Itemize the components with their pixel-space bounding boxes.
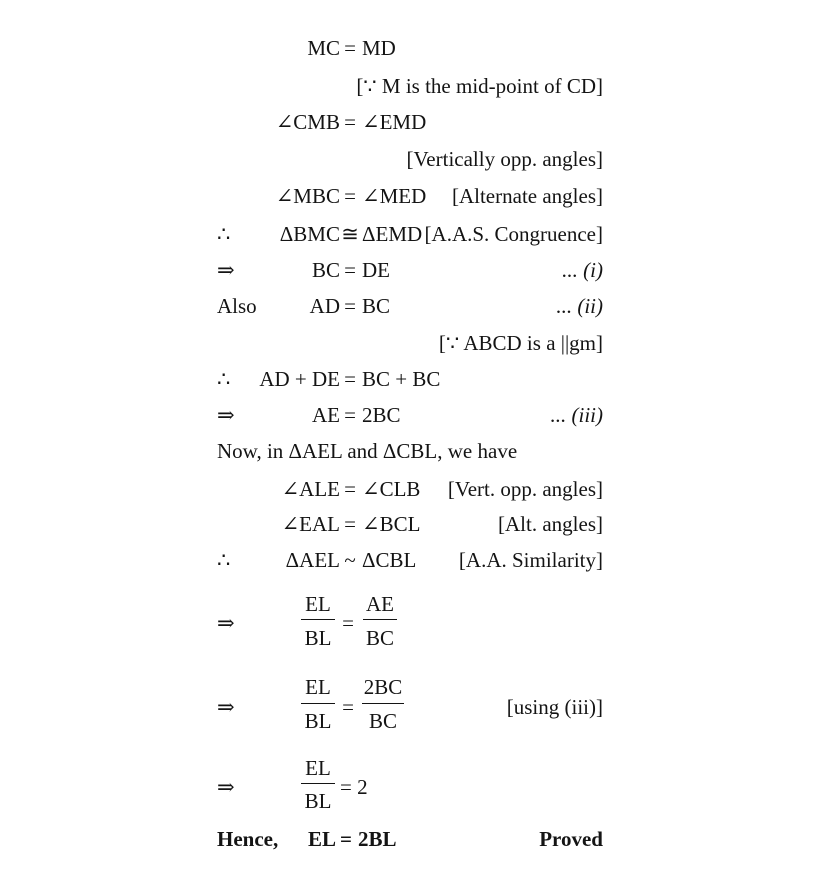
fraction2-denominator-left: BL — [304, 709, 332, 733]
line15-lhs: ΔAEL — [285, 548, 340, 572]
fraction2-numerator-right: 2BC — [363, 675, 403, 699]
fraction-bar — [301, 783, 335, 784]
line13-equals: = — [344, 477, 356, 501]
line11-equals: = — [344, 403, 356, 427]
line3-lhs: ∠CMB — [275, 110, 340, 134]
fraction1-denominator-right: BC — [365, 626, 394, 650]
line14-lhs: ∠EAL — [281, 512, 340, 536]
line5-equals: = — [344, 184, 356, 208]
implies-symbol: ⇒ — [217, 403, 235, 427]
line14-reason: [Alt. angles] — [498, 512, 603, 536]
fraction-bar — [301, 703, 335, 704]
implies-symbol: ⇒ — [217, 258, 235, 282]
fraction3-numerator: EL — [305, 756, 331, 780]
equation-ref-iii: ... (iii) — [550, 403, 603, 427]
fraction1-equals: = — [342, 611, 354, 635]
line8-equals: = — [344, 294, 356, 318]
line1-lhs: MC — [307, 36, 340, 60]
line7-equals: = — [344, 258, 356, 282]
line10-lhs: AD + DE — [259, 367, 340, 391]
equation-ref-i: ... (i) — [562, 258, 603, 282]
final-rhs: 2BL — [358, 827, 397, 851]
fraction1-denominator-left: BL — [304, 626, 332, 650]
final-equals: = — [340, 827, 352, 851]
line5-reason: [Alternate angles] — [451, 184, 603, 208]
fraction1-numerator-right: AE — [366, 592, 394, 616]
line6-lhs: ΔBMC — [279, 222, 340, 246]
line3-equals: = — [344, 110, 356, 134]
fraction2-denominator-right: BC — [368, 709, 397, 733]
line7-rhs: DE — [362, 258, 390, 282]
line5-lhs: ∠MBC — [275, 184, 340, 208]
line14-rhs: ∠BCL — [362, 512, 421, 536]
line10-equals: = — [344, 367, 356, 391]
line11-rhs: 2BC — [362, 403, 401, 427]
line13-lhs: ∠ALE — [281, 477, 340, 501]
line2-reason: [∵ M is the mid-point of CD] — [356, 74, 603, 98]
line8-lhs: AD — [309, 294, 340, 318]
line13-reason: [Vert. opp. angles] — [447, 477, 603, 501]
line15-rhs: ΔCBL — [362, 548, 417, 572]
fraction2-numerator-left: EL — [305, 675, 331, 699]
fraction2-equals: = — [342, 695, 354, 719]
line6-rhs: ΔEMD — [362, 222, 423, 246]
now-statement: Now, in ΔAEL and ΔCBL, we have — [217, 439, 518, 463]
line10-rhs: BC + BC — [362, 367, 441, 391]
fraction1-numerator-left: EL — [305, 592, 331, 616]
line9-reason: [∵ ABCD is a ||gm] — [438, 331, 603, 355]
line1-equals: = — [344, 36, 356, 60]
line8-rhs: BC — [362, 294, 391, 318]
therefore-symbol: ∴ — [217, 548, 231, 572]
fraction-bar — [301, 619, 335, 620]
hence-word: Hence, — [217, 827, 279, 851]
line14-equals: = — [344, 512, 356, 536]
final-lhs: EL — [307, 827, 336, 851]
fraction2-reason: [using (iii)] — [506, 695, 603, 719]
line7-lhs: BC — [311, 258, 340, 282]
therefore-symbol: ∴ — [217, 222, 231, 246]
implies-symbol: ⇒ — [217, 695, 235, 719]
line15-similar: ~ — [344, 548, 356, 572]
implies-symbol: ⇒ — [217, 775, 235, 799]
proved-tag: Proved — [539, 827, 603, 851]
line6-congruent: ≅ — [341, 222, 359, 246]
therefore-symbol: ∴ — [217, 367, 231, 391]
implies-symbol: ⇒ — [217, 611, 235, 635]
fraction-bar — [363, 619, 397, 620]
line1-rhs: MD — [362, 36, 396, 60]
line4-reason: [Vertically opp. angles] — [406, 147, 603, 171]
fraction3-equals-two: = 2 — [340, 775, 368, 799]
line11-lhs: AE — [312, 403, 340, 427]
line15-reason: [A.A. Similarity] — [458, 548, 603, 572]
line3-rhs: ∠EMD — [362, 110, 427, 134]
also-word: Also — [217, 294, 257, 318]
equation-ref-ii: ... (ii) — [556, 294, 603, 318]
line5-rhs: ∠MED — [362, 184, 427, 208]
fraction3-denominator: BL — [304, 789, 332, 813]
line6-reason: [A.A.S. Congruence] — [424, 222, 603, 246]
line13-rhs: ∠CLB — [362, 477, 421, 501]
fraction-bar — [362, 703, 404, 704]
